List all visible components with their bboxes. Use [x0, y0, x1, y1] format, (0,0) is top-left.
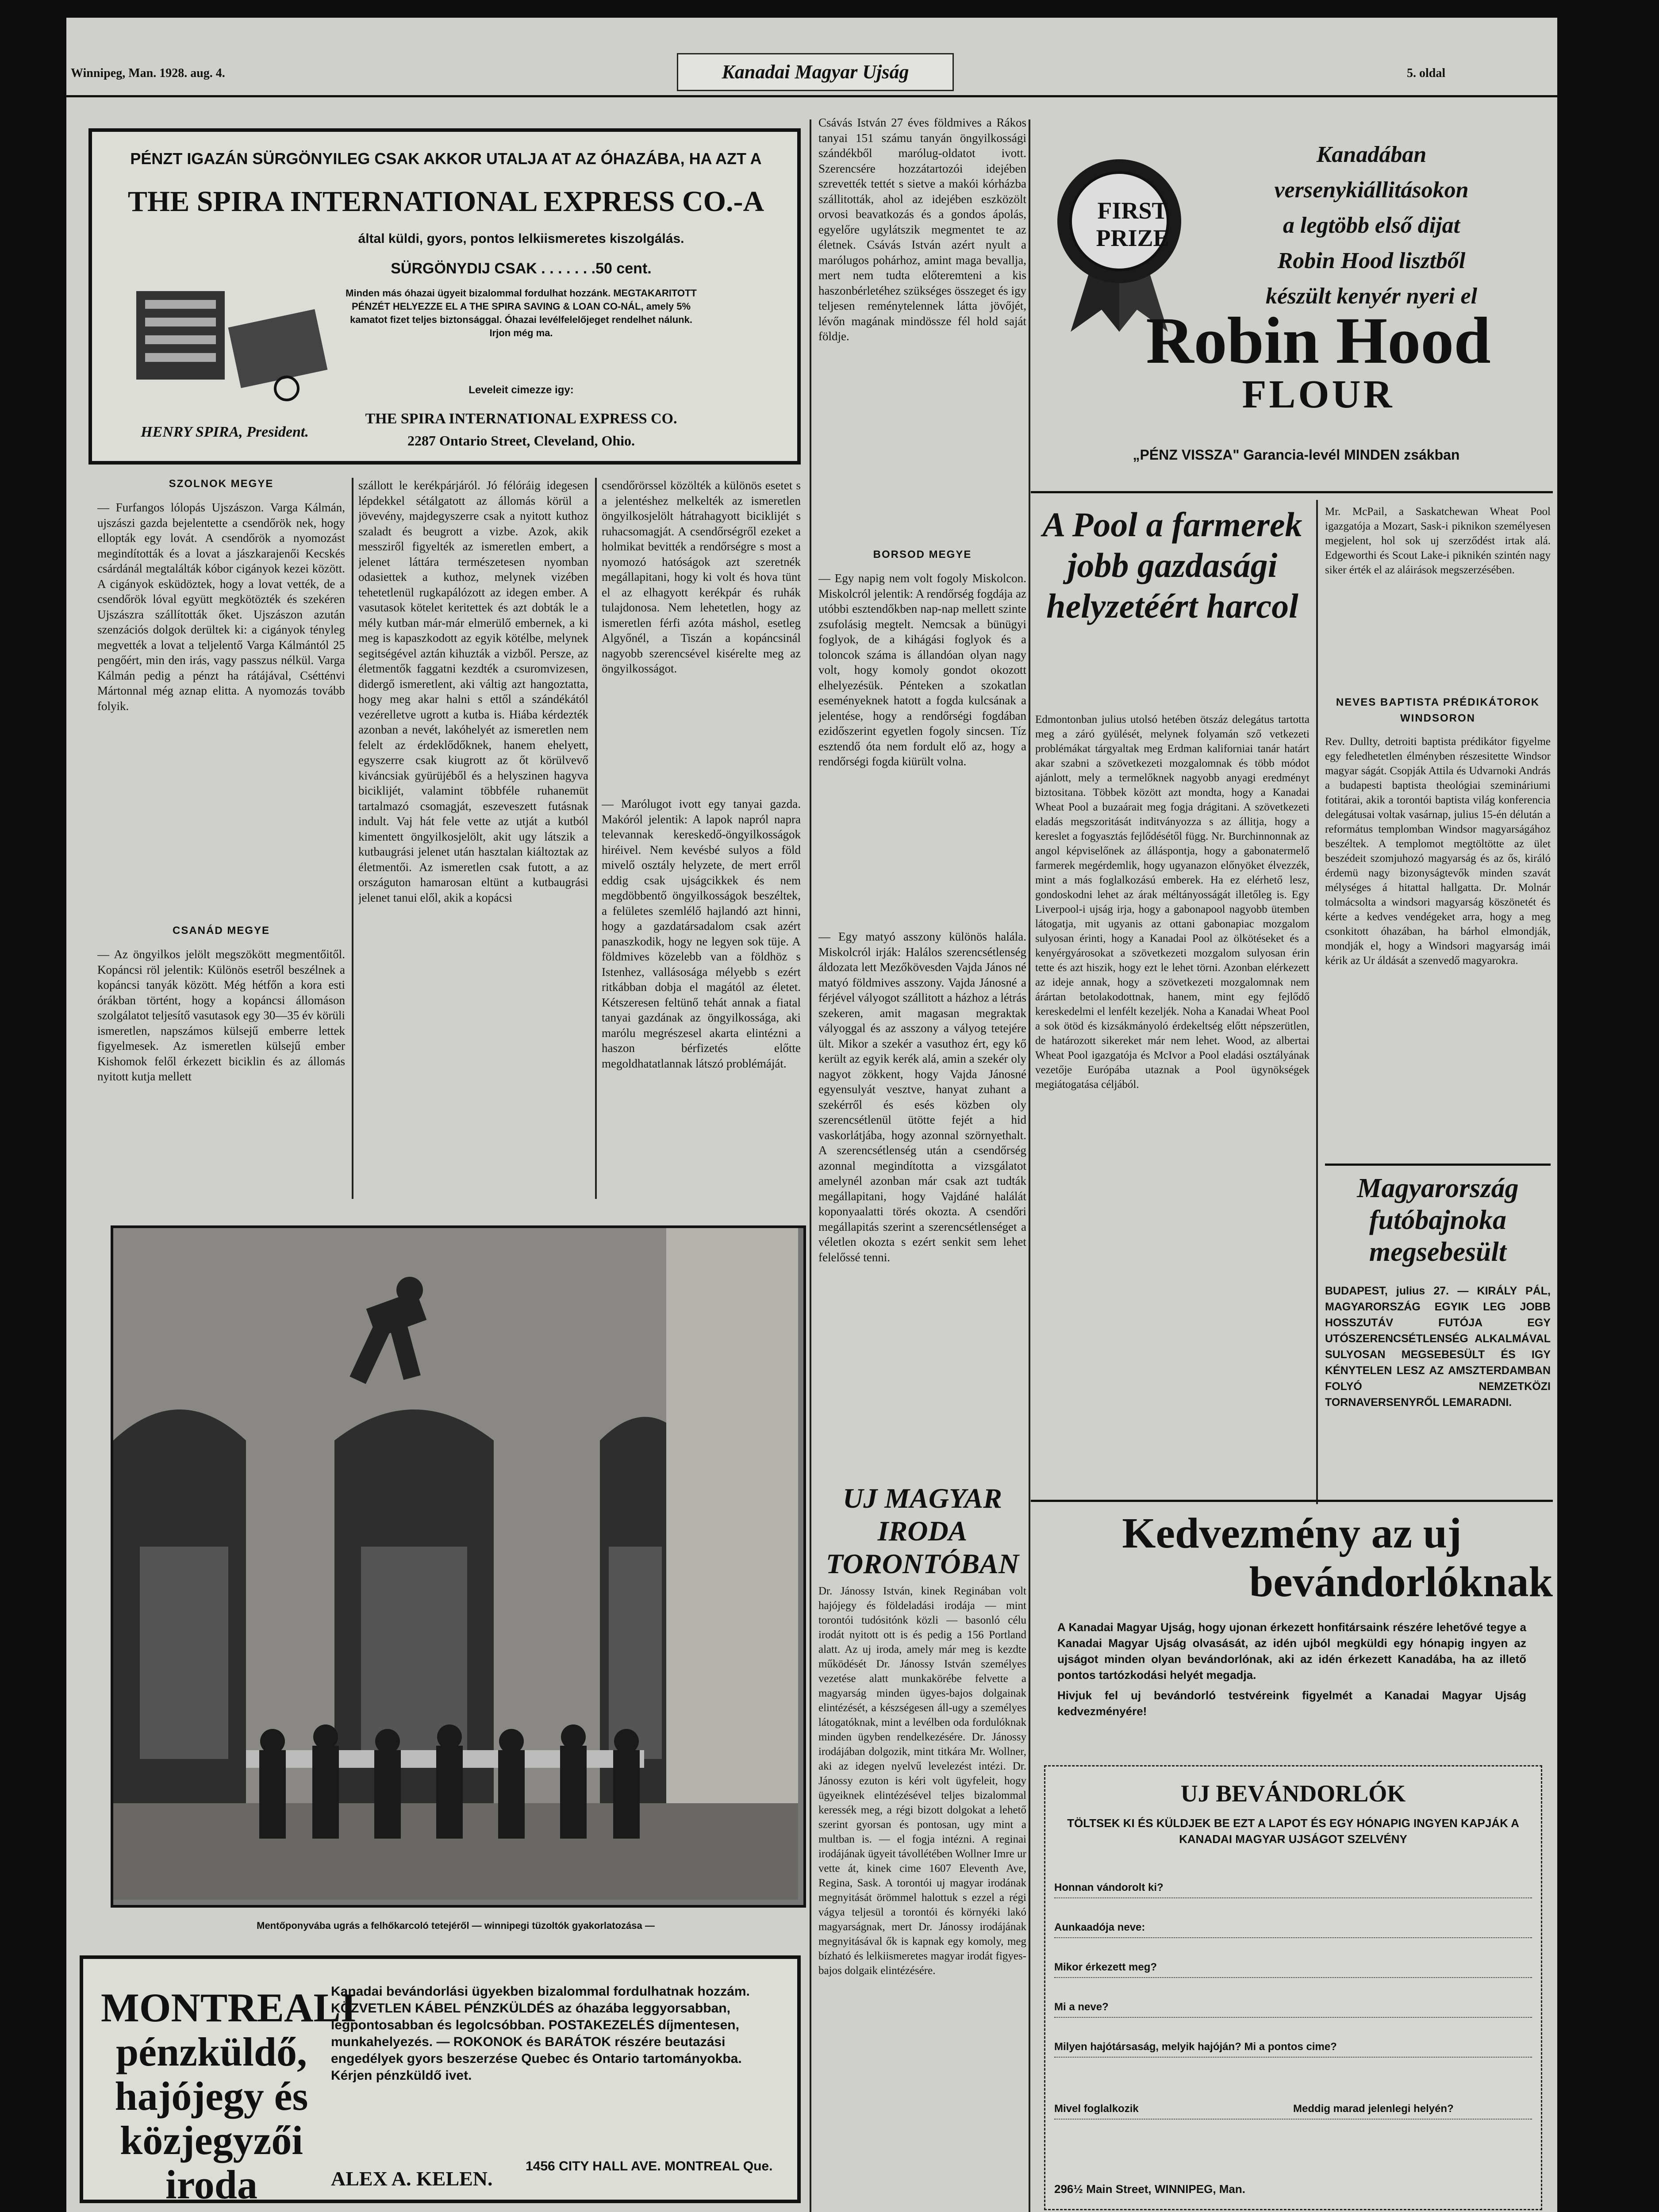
montreal-body: Kanadai bevándorlási ügyekben bizalommal fordulhatnak hozzám. KÖZVETLEN KÁBEL PÉNZKÜLDÉS az óhazába leggyorsabban, legpontosabban és legolcsóbban. POSTAKEZELÉS díjmentesen, munkahelyezés. — ROKONOK és BARÁTOK részére beutazási engedélyek gyors beszerzése Quebec és Ontario tartományokba. Kérjen pénzküldő ivet. [331, 1984, 750, 2083]
spira-top-line: PÉNZT IGAZÁN SÜRGÖNYILEG CSAK AKKOR UTALJA AT AZ ÓHAZÁBA, HA AZT A [130, 150, 762, 168]
photo-image [113, 1228, 798, 1900]
coupon-field: Mivel foglalkozik [1054, 2103, 1532, 2120]
col3-article1: csendőrörssel közölték a különös esetet s a jelentéshez melkelték az ismeretlen öngyilkosjelölt hátrahagyott biciklijét s ruhacsomagját. A csendőrségről ezeket a holmikat bevitték a rendőrségre s most a nyomozó hatóságok azt szeretnék megállapitani, hogy ki volt és hova tünt el az elhagyott kerékpár és ruhák tulajdonosa. Nem lehetetlen, hogy az ismeretlen férfi azóta máshol, esetleg Algyőnél, a Tiszán a kopáncsinál nagyobb szerencsével kisérelte meg az öngyilkosságot. [602, 479, 801, 675]
newspaper-page [66, 18, 1557, 2212]
spira-ad [88, 128, 801, 465]
robin-line3: a legtöbb első dijat [1283, 213, 1460, 238]
robin-hood-ad [1031, 119, 1553, 482]
masthead: Kanadai Magyar Ujság [677, 53, 954, 91]
coupon-field: Honnan vándorolt ki? [1054, 1882, 1532, 1898]
col4-article3: — Egy matyó asszony különös halála. Miskolcról irják: Halálos szerencsétlenség áldozata lett Mezőkövesden Vajda János né matyó földmives asszony. Vajda Jánosné a férjével vályogot szállitott a házhoz a létrás szekeren, amit magasan megraktak vályoggal és az asszony a vályog tetejére ült. Mikor a szekér a vasuthoz ért, egy kő került az egyik kerék alá, amin a szekér oly nagyot zökkent, hogy Vajda Jánosné egyensulyát vesztve, hanyat zuhant a szekérről és esés közben oly szerencsétlenül ütötte fejét a hid vaskorlátjába, hogy azonnal szörnyethalt. A szerencsétlenség után a csendőrség azonnal megindította a vizsgálatot amelynél azonban már csak azt tudták megállapitani, hogy Vajdáné halálát koponyaalatti törés okozta. A csendőri megállapitás szerint a szerencsétlenséget a véletlen okozta s ezért senkit sem lehet felelőssé tenni. [818, 930, 1026, 1264]
robin-line4: Robin Hood lisztből [1277, 248, 1466, 273]
col-rule [1029, 119, 1030, 2212]
montreal-title: MONTREALI pénzküldő, hajójegy és közjegyzői iroda [101, 1985, 357, 2207]
coupon-field: Mikor érkezett meg? [1054, 1961, 1532, 1978]
coupon-subtitle: TÖLTSEK KI ÉS KÜLDJEK BE EZT A LAPOT ÉS EGY HÓNAPIG INGYEN KAPJÁK A KANADAI MAGYAR UJSÁGOT SZELVÉNY [1067, 1816, 1519, 1846]
coupon-field: Mi a neve? [1054, 2001, 1532, 2018]
spira-address-company: THE SPIRA INTERNATIONAL EXPRESS CO. [365, 411, 677, 427]
robin-slogan [1199, 137, 1544, 314]
rule [1031, 1500, 1553, 1502]
montreal-address: 1456 CITY HALL AVE. MONTREAL Que. [526, 2159, 773, 2174]
coupon-field: Meddig marad jelenlegi helyén? [1293, 2103, 1454, 2115]
ribbon-text [1077, 197, 1188, 252]
right-article1: Mr. McPail, a Saskatchewan Wheat Pool igazgatója a Mozart, Sask-i piknikon személyesen megjelent, hol sok uj szerződést irtak alá. Edgeworthi és Scout Lake-i piknikén szintén nagy siker érték el az aláirások megszerzésében. [1325, 506, 1551, 576]
sports-headline: Magyarország futóbajnoka megsebesült [1357, 1173, 1519, 1267]
robin-flour: FLOUR [1242, 373, 1395, 416]
uj-iroda-text: Dr. Jánossy István, kinek Reginában volt hajójegy és földeladási irodája — mint torontói tudósitónk közli — basonló célu irodát nyitott ott is és pedig a 156 Portland alatt. Az uj iroda, amely már meg is kezdte működését Dr. Jánossy István személyes vezetése alatt munkakörébe felvette a magyarság minden ügyes-bajos dolgainak elintézését, a készségesen áll-ugy a személyes látogatóknak, mint a levélben oda fordulóknak minden ügyben rendelkezésére. Dr. Jánossy irodájában dolgozik, mint titkára Mr. Wollner, aki az idegen nyelvű levelezést intézi. Dr. Jánossy ezuton is kéri volt ügyfeleit, hogy ügyeiknek elintézésével teljes bizalommal keressék meg, a régi bizott dolgokat a lehető szerint gyorsan és pontosan, ugy mint a multban is. — el fogja intézni. A reginai irodájának ügyeit távollétében Wollner Imre ur vette át, kinek cime 1607 Eleventh Ave, Regina, Sask. A torontói uj magyar irodának megnyitását örömmel halottuk s ezzel a régi vágya teljesül a torontói és környéki lakó magyarságnak, mert Dr. Jánossy irodájának megnyitásával ők is kapnak egy komoly, meg bízható és lelkiismeretes magyar irodát figyes-bajos dolgaik elintézésére. [818, 1585, 1026, 1977]
coupon-address: 296½ Main Street, WINNIPEG, Man. [1054, 2182, 1245, 2196]
col4-head: BORSOD MEGYE [873, 549, 972, 561]
pool-headline: A Pool a farmerek jobb gazdasági helyzetéért harcol [1042, 505, 1302, 625]
fire-drill-photo [111, 1225, 806, 1908]
ribbon-line2: PRIZE [1096, 225, 1169, 251]
rule [1325, 1164, 1551, 1166]
col4-article2: — Egy napig nem volt fogoly Miskolcon. Miskolcról jelentik: A rendőrség fogdája az utóbbi esztendőkben nap-nap mellett szinte zsufolásig megtelt. Nemcsak a bünügyi foglyok, de a kihágási foglyok és a toloncok száma is állandóan olyan nagy volt, hogy komoly gondot okozott elhelyezésük. Pénteken a szokatlan eseményeknek hatott a fogda kulcsának a jelentése, hogy a rendőrségi fogdában ezidőszerint egyetlen fogoly sincsen. Tíz esztendő óta nem fordult elő az, hogy a rendőrségi fogda kiürült volna. [818, 572, 1026, 768]
col1-article2: — Az öngyilkos jelölt megszökött megmentőitől. Kopáncsi röl jelentik: Különös esetről beszélnek a kopáncsi tanyák között. Még hétfőn a kora esti órákban történt, hogy a kopáncsi állomáson szolgálatot teljesítő vasutasok egy 30—35 év körüli ismeretlen, napszámos külsejű emberre lettek figyelmesek. Az ismeretlen külsejű ember Kishomok felől érkezett biciklin és az állomás nyitott kutja mellett [97, 948, 345, 1083]
right-head: NEVES BAPTISTA PRÉDIKÁTOROK WINDSORON [1336, 696, 1540, 724]
kedvezmeny-text2: Hivjuk fel uj bevándorló testvéreink figyelmét a Kanadai Magyar Ujság kedvezményére! [1057, 1689, 1526, 1718]
montreal-name: ALEX A. KELEN. [331, 2167, 493, 2190]
robin-guarantee: „PÉNZ VISSZA" Garancia-levél MINDEN zsákban [1133, 447, 1460, 463]
col4-article1: Csávás István 27 éves földmives a Rákos tanyai 151 számu tanyán öngyilkossági szándékből marólug-oldatot ivott. Szerencsére hozzátartozói idejében szrevették tettét s sietve a makói kórházba szállitották, ahol az idejében eszközölt orvosi beavatkozás és a gondos ápolás, egyelőre ugylátszik megmentet te az életnek. Csávás István azért nyult a marólugos pohárhoz, amint maga bevallja, mert nem tudta előteremteni a kis haszonbérletéhez szükséges összeget és igy teljesen reménytelennek látta jövőjét, lévőn magának mindössze fél hold saját földje. [818, 116, 1026, 343]
photo-caption: Mentőponyvába ugrás a felhőkarcoló tetejéről — winnipegi tüzoltók gyakorlatozása — [257, 1920, 655, 1931]
header-date: Winnipeg, Man. 1928. aug. 4. [71, 66, 225, 80]
col1-head2: CSANÁD MEGYE [172, 925, 270, 937]
spira-line3: által küldi, gyors, pontos lelkiismeretes kiszolgálás. [358, 231, 684, 246]
col-rule [1316, 500, 1318, 1504]
pool-text: Edmontonban julius utolsó hetében ötszáz delegátus tartotta meg a záró gyülését, melynek folyamán sző vetkezeti problémákat tárgyaltak meg Erdman kaliforniai tanár határt akar szabni a szövetkezeti mozgalomnak és több módot ajánlott, mely a termelőknek nagyobb anyagi eredményt biztositana. Többek között azt mondta, hogy a Kanadai Wheat Pool a buzaárait meg fogja drágitani. A szövetkezeti eladás megszoritását inditványozza s az állitja, hogy a kereslet a fogyasztás fejlődésétől függ. Nr. Burchinnonnak az angol képviselőnek az álláspontja, hogy a gabonatermelő farmerek megérdemlik, hogy ugyanazon előnyöket élvezzék, mint a más foglalkozású emberek. Ha ez elérhető lesz, gondoskodni lehet az árak méltányosságát illetőleg is. Egy Liverpool-i ujság irja, hogy a gabonapool nagyobb ütemben látogatja, mit ugyanis az ottani gabonapiac mozgalom sulyosan érinti, hogy a Kanadai Pool az ölkötéseket és a kenyérgyárosokat a szövetkezeti mozgalom sulyosan érin tette és azt hiszik, hogy ezt le lehet törni. Azonban elérkezett az ideje annak, hogy a szövetkezeti mozgalomnak nem árártan betolakodottnak, hanem, mint egy fejlődő kereskedelmi el lenfélt kezeljék. Noha a Kanadai Wheat Pool a sok ötöd és kizsákmányoló érdekeltség előtt népszerütlen, de határozott sikereket már nem lehet. Wood, az albertai Wheat Pool igazgatója és McIvor a Pool eladási osztályának vezetője Európába utaznak a Pool ügynökségek megiátogatása céljából. [1035, 714, 1310, 1091]
col-rule [352, 478, 353, 1199]
coupon-field: Milyen hajótársaság, melyik hajóján? Mi a pontos cime? [1054, 2041, 1532, 2058]
kedvezmeny-text1: A Kanadai Magyar Ujság, hogy ujonan érkezett honfitársaink részére lehetővé tegye a Kanadai Magyar Ujság olvasását, az idén ujból megküldi egy hónapig ingyen az ujságot minden olyan bevándorlónak, aki az idén érkezett Kanadába, ha az illető pontos tartózkodási helyét megadja. [1057, 1621, 1526, 1682]
col-rule [595, 478, 597, 1199]
spira-small: Minden más óhazai ügyeit bizalommal fordulhat hozzánk. MEGTAKARITOTT PÉNZÉT HELYEZZE EL A THE SPIRA SAVING & LOAN CO-NÁL, amely 5% kamatot fizet teljes biztonsággal. Óhazai levélfelelőjeget rendelhet nálunk. Irjon még ma. [346, 288, 697, 338]
coupon-field: Aunkaadója neve: [1054, 1921, 1532, 1938]
robin-line2: versenykiállitásokon [1274, 177, 1469, 203]
kedvezmeny-section [1031, 1509, 1553, 2212]
ribbon-line1: FIRST [1097, 197, 1168, 224]
uj-iroda-headline: UJ MAGYAR IRODA TORONTÓBAN [826, 1482, 1019, 1579]
spira-rate: SÜRGÖNYDIJ CSAK . . . . . . .50 cent. [391, 260, 652, 277]
coupon-title: UJ BEVÁNDORLÓK [1180, 1780, 1406, 1807]
spira-company: THE SPIRA INTERNATIONAL EXPRESS CO.-A [127, 185, 764, 218]
kedvezmeny-title1: Kedvezmény az uj [1122, 1509, 1462, 1557]
sports-text: BUDAPEST, julius 27. — KIRÁLY PÁL, MAGYARORSZÁG EGYIK LEG JOBB HOSSZUTÁV FUTÓJA EGY UTÓSZERENCSÉTLENSÉG ALKALMÁVAL SULYOSAN MEGSEBESÜLT ÉS IGY KÉNYTELEN LESZ AZ AMSZTERDAMBAN FOLYÓ NEMZETKÖZI TORNAVERSENYRŐL LEMARADNI. [1325, 1285, 1551, 1409]
robin-brand: Robin Hood [1146, 304, 1491, 377]
header-rule [66, 95, 1557, 97]
coupon [1044, 1765, 1542, 2210]
spira-president: HENRY SPIRA, President. [141, 424, 309, 440]
money-illustration [127, 265, 331, 406]
right-article2: Rev. Dullty, detroiti baptista prédikátor figyelme egy feledhetetlen élményben részesitette Windsor magyar ságát. Csopják Attila és Udvarnoki András a budapesti baptista theológiai szemináriumi fotitárai, akik a torontói baptista világ konferencia delegátusai voltak vasárnap, julius 15-én délután a református templomban Windsor magyarságához beszéltek. A templomot megtöltötte az ület beszédeit szomjuhozó magyarság és az ős, királó érdemü nagy bizonyságtevők minden szavát mélységes á hitattal hallgatta. Dr. Molnár tolmácsolta a windsori magyarság köszönetét és kérte a kedves vendégeket arra, hogy a meg csonkitott óhazában, ha bárhol elmondják, mondják el, hogy a Windsori magyarság imái kérik az Ur áldását a szenvedő magyarokra. [1325, 736, 1551, 967]
robin-line5: készült kenyér nyeri el [1265, 284, 1478, 309]
spira-address-label: Leveleit cimezze igy: [469, 384, 574, 396]
col1-article1: — Furfangos lólopás Ujszászon. Varga Kálmán, ujszászi gazda bejelentette a csendőrök nek, hogy ellopták egy lovát. A csendőrök a nyomozást megindították és a lovat a jászkarajenői Kecskés csárdánál megtalálták kóbor cigányok kezei között. A cigányok esküdöztek, hogy a lovat vették, de a csendőrök lóval együtt megkötözték és szekéren Ujszászra szállították őket. Ujszászon azután szenzációs dolgok derültek ki: a cigányok tényleg megvették a lovat a teljelentő Varga Kálmántól 25 pengőért, min den irás, vagy passzus nélkül. Varga Kálmán pedig a pénzt ha rátájával, Csétténvi Mártonnal még aznap elitta. A nyomozás tovább folyik. [97, 501, 345, 713]
kedvezmeny-text [1057, 1619, 1526, 1719]
col3-article2: — Marólugot ivott egy tanyai gazda. Makóról jelentik: A lapok napról napra televannak kereskedő-öngyilkosságok hiréivel. Nem kevésbé sulyos a föld mivelő osztály helyzete, de mert erről eddig csak ujságcikkek és nem megdöbbentő öngyilkosságok beszéltek, a felületes szemlélő hajlandó azt hinni, hogy a gazdatársadalom csak azért panaszkodik, hogy ne legyen sok tüje. A földmives közelebb van a földhöz s Istenhez, vallásosága mélyebb s ezért ritkábban dobja el magától az életet. Kétszeresen feltünő tehát annak a fiatal tanyai gazdának az öngyilkossága, aki marólu megrészesel akarta elintézni a haszon bérfizetés előtte megoldhatatlannak látszó problémáját. [602, 797, 801, 1070]
rule [1031, 491, 1553, 493]
montreal-ad [80, 1955, 801, 2207]
col2-article: szállott le kerékpárjáról. Jó félóráig idegesen lépdekkel sétálgatott az állomás körül a jövevény, majdegyszerre csak a nyitott kuthoz szaladt és beugrott a vizbe. Azok, akik messziről figyelték az ismeretlen embert, a jelenet láttára természetesen nyomban odasiettek a kuthoz, melynek vizében tehetetlenül rugkapálózott az idegen ember. A vasutasok kötelet keritettek és azt dobták le a mély kutban már-már elmerülő embernek, a ki meg is kapaszkodott az egyik kötélbe, melynek segitségével aztán kihuzták a vizből. Persze, az életmentők faggatni kezdték a csuromvizesen, didergő ismeretlent, aki váltig azt hangoztatta, hogy meg akar halni s ettől a szándékától vezérelletve ugrott a kutba is. Hiába kérdezték azonban a nevét, lakóhelyét az ismeretlen nem felelt az érdeklődőknek, hanem ehelyett, egyszerre csak kiugrott az őt körülvevő kiváncsiak gyürüjéből és a helyszinen hagyva biciklijét, valamint többféle ruhanemüt tartalmazó csomagját, eszeveszett futásnak indult. Vaj hát fele vette az utját a kutból kimentett öngyilkosjelölt, akit ugy látszik a kutbaugrási jelenet után hasztalan kiáltoztak az életmentői. Az ismeretlen csak futott, a az országuton hamarosan eltünt a kutbaugrási jelenet tanui elől, akik a kopácsi [358, 479, 588, 904]
robin-line1: Kanadában [1316, 142, 1427, 167]
page-number: 5. oldal [1407, 66, 1446, 80]
kedvezmeny-title2: bevándorlóknak [1249, 1558, 1553, 1606]
col-rule [810, 119, 811, 2212]
spira-address-street: 2287 Ontario Street, Cleveland, Ohio. [407, 433, 635, 449]
col1-head1: SZOLNOK MEGYE [169, 478, 274, 490]
